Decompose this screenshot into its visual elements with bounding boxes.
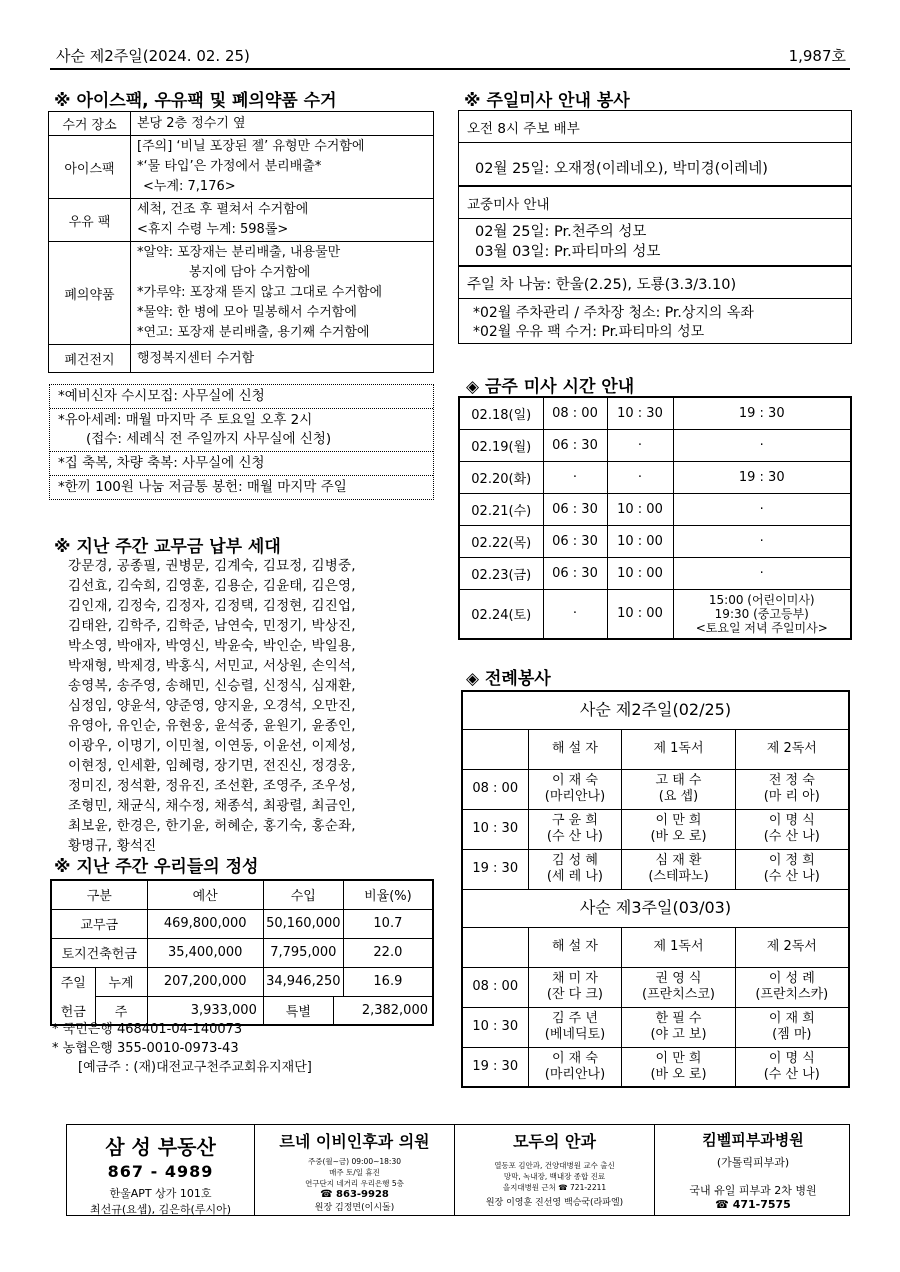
ad-eye-clinic: 모두의 안과 열동포 김안과, 건양대병원 교수 출신 망막, 녹내장, 백내장 종합 진료 을지대병원 근처 ☎ 721-2211 원장 이영훈 진선영 백승국(라파엘) [455, 1125, 655, 1215]
donor-line: 박재형, 박제경, 박홍식, 서민교, 서상원, 손익석, [68, 658, 356, 674]
recycle-value: 본당 2층 정수기 옆 [131, 112, 434, 136]
mass-title: ◈ 금주 미사 시간 안내 [466, 377, 635, 397]
donor-line: 김인재, 김정숙, 김정자, 김정택, 김정현, 김진업, [68, 598, 356, 614]
mass-row: 02.18(일) 08 : 00 10 : 30 19 : 30 [459, 397, 851, 429]
liturgy-row: 10 : 30 김 주 년 (베네딕토) 한 필 수 (야 고 보) 이 재 희 (젬 마) [462, 1007, 849, 1047]
recycle-value: 행정복지센터 수거함 [131, 345, 434, 373]
ad-realestate: 삼 성 부동산 867 - 4989 한울APT 상가 101호 최선규(요셉), 김은하(루시아) [67, 1125, 255, 1215]
liturgy-table [461, 690, 850, 1088]
bank-accounts: * 국민은행 468401-04-140073 * 농협은행 355-0010-0973-43 [예금주 : (재)대전교구천주교회유지재단] [52, 1022, 312, 1075]
guide-c-body: *02월 주차관리 / 주차장 청소: Pr.상지의 옥좌 *02월 우유 팩 수거: Pr.파티마의 성모 [473, 305, 754, 340]
mass-row: 02.22(목) 06 : 30 10 : 00 · [459, 525, 851, 557]
offering-table: 구분 예산 수입 비율(%) 교무금 469,800,000 50,160,000 10.7 토지건축헌금 35,400,000 7,795,000 22.0 주일 누계 207,200,000 34,946,250 16.9 헌금 주 3,933,000 특별 2,382,000 [50, 879, 434, 1026]
ad-footer [66, 1124, 850, 1216]
recycle-key: 우유 팩 [49, 199, 131, 242]
notice-item: *집 축복, 차량 축복: 사무실에 신청 [50, 452, 433, 476]
offering-title: ※ 지난 주간 우리들의 정성 [54, 857, 259, 877]
donor-line: 강문경, 공종필, 권병문, 김계숙, 김묘정, 김병중, [68, 558, 356, 574]
recycle-value: 세척, 건조 후 펼쳐서 수거함에 <휴지 수령 누계: 598롤> [131, 199, 434, 242]
liturgy-week-title: 사순 제2주일(02/25) [462, 691, 849, 729]
recycle-key: 수거 장소 [49, 112, 131, 136]
liturgy-title: ◈ 전례봉사 [466, 669, 551, 689]
notice-box [49, 384, 434, 500]
notice-item: *예비신자 수시모집: 사무실에 신청 [50, 385, 433, 409]
guide-c-head: 주일 차 나눔: 한울(2.25), 도룡(3.3/3.10) [459, 267, 851, 299]
donor-line: 이현정, 인세환, 임혜령, 장기면, 전진신, 정경웅, [68, 758, 356, 774]
donor-line: 황명규, 황석진 [68, 838, 157, 854]
page-header [50, 40, 850, 70]
ad-ent-clinic: 르네 이비인후과 의원 주중(월~금) 09:00~18:30 매주 토/일 휴진 연구단지 네거리 우리은행 5층 ☎ 863-9928 원장 김정면(이시돌) [255, 1125, 455, 1215]
mass-row: 02.19(월) 06 : 30 · · [459, 429, 851, 461]
issue-number: 1,987호 [788, 47, 846, 65]
donor-line: 조형민, 채균식, 채수정, 채종석, 최광렬, 최금인, [68, 798, 356, 814]
donor-line: 이광우, 이명기, 이민철, 이연동, 이윤선, 이제성, [68, 738, 356, 754]
donor-line: 정미진, 정석환, 정유진, 조선환, 조영주, 조우성, [68, 778, 356, 794]
liturgy-head: 해 설 자 제 1독서 제 2독서 [462, 927, 849, 967]
issue-date: 사순 제2주일(2024. 02. 25) [56, 47, 250, 65]
liturgy-row: 10 : 30 구 윤 희 (수 산 나) 이 만 희 (바 오 로) 이 명 식 (수 산 나) [462, 809, 849, 849]
donor-line: 박소영, 박애자, 박영신, 박윤숙, 박인순, 박일용, [68, 638, 356, 654]
donors-title: ※ 지난 주간 교무금 납부 세대 [54, 537, 281, 557]
guide-title: ※ 주일미사 안내 봉사 [464, 91, 630, 111]
guide-box [458, 110, 852, 344]
donor-line: 송영복, 송주영, 송해민, 신승렬, 신정식, 심재환, [68, 678, 356, 694]
recycle-title: ※ 아이스팩, 우유팩 및 폐의약품 수거 [54, 91, 337, 111]
donor-line: 최보윤, 한경은, 한기윤, 허혜순, 홍기숙, 홍순좌, [68, 818, 356, 834]
liturgy-row: 19 : 30 이 재 숙 (마리안나) 이 만 희 (바 오 로) 이 명 식 (수 산 나) [462, 1047, 849, 1087]
mass-table: 02.18(일) 08 : 00 10 : 30 19 : 30 02.19(월) 06 : 30 · · 02.20(화) · · 19 : 30 02.21(수) 06 : 30 10 : 00 · 02.22(목) 06 : 30 10 : 00 · 02.23(금) 06 : 30 10 : 00 · 02.24(토) · 10 : 00 15:00 (어린이미사) 19:30 (중고등부) <토요일 저녁 주일미사> [458, 396, 852, 640]
recycle-value: *알약: 포장재는 분리배출, 내용물만 봉지에 담아 수거함에 *가루약: 포장재 뜯지 않고 그대로 수거함에 *물약: 한 병에 모아 밀봉해서 수거함에 *연고: 포장재 분리배출, 용기째 수거함에 [131, 242, 434, 345]
recycle-key: 아이스팩 [49, 136, 131, 199]
notice-item: *유아세례: 매월 마지막 주 토요일 오후 2시 (접수: 세례식 전 주일까지 사무실에 신청) [50, 409, 433, 452]
ad-skin-clinic: 킴벨피부과병원 (가톨릭피부과) 국내 유일 피부과 2차 병원 ☎ 471-7575 [689, 1131, 817, 1211]
donor-line: 유영아, 유인순, 유현웅, 윤석중, 윤원기, 윤종인, [68, 718, 356, 734]
recycle-value: [주의] ‘비닐 포장된 젤’ 유형만 수거함에 *‘물 타입’은 가정에서 분리배출* <누계: 7,176> [131, 136, 434, 199]
donor-line: 김선효, 김숙희, 김영훈, 김용순, 김윤태, 김은영, [68, 578, 356, 594]
mass-row: 02.21(수) 06 : 30 10 : 00 · [459, 493, 851, 525]
guide-b-body: 02월 25일: Pr.천주의 성모 03월 03일: Pr.파티마의 성모 [459, 219, 851, 267]
donor-line: 심정임, 양윤석, 양준영, 양지윤, 오경석, 오만진, [68, 698, 356, 714]
notice-item: *한끼 100원 나눔 저금통 봉헌: 매월 마지막 주일 [58, 479, 347, 495]
mass-row: 02.23(금) 06 : 30 10 : 00 · [459, 557, 851, 589]
donor-names [68, 556, 428, 856]
recycle-table [48, 111, 434, 373]
guide-b-head: 교중미사 안내 [459, 187, 851, 219]
liturgy-week-title: 사순 제3주일(03/03) [462, 889, 849, 927]
mass-row: 02.20(화) · · 19 : 30 [459, 461, 851, 493]
recycle-key: 폐건전지 [49, 345, 131, 373]
guide-a-head: 오전 8시 주보 배부 [459, 111, 851, 143]
donor-line: 김태완, 김학주, 김학준, 남연숙, 민정기, 박상진, [68, 618, 356, 634]
liturgy-row: 08 : 00 채 미 자 (잔 다 크) 권 영 식 (프란치스코) 이 성 례 (프란치스카) [462, 967, 849, 1007]
liturgy-row: 19 : 30 김 성 혜 (세 레 나) 심 재 환 (스테파노) 이 정 희 (수 산 나) [462, 849, 849, 889]
recycle-key: 폐의약품 [49, 242, 131, 345]
liturgy-row: 08 : 00 이 재 숙 (마리안나) 고 태 수 (요 셉) 전 정 숙 (마 리 아) [462, 769, 849, 809]
guide-a-body: 02월 25일: 오재정(이레네오), 박미경(이레네) [459, 143, 851, 187]
liturgy-head: 해 설 자 제 1독서 제 2독서 [462, 729, 849, 769]
